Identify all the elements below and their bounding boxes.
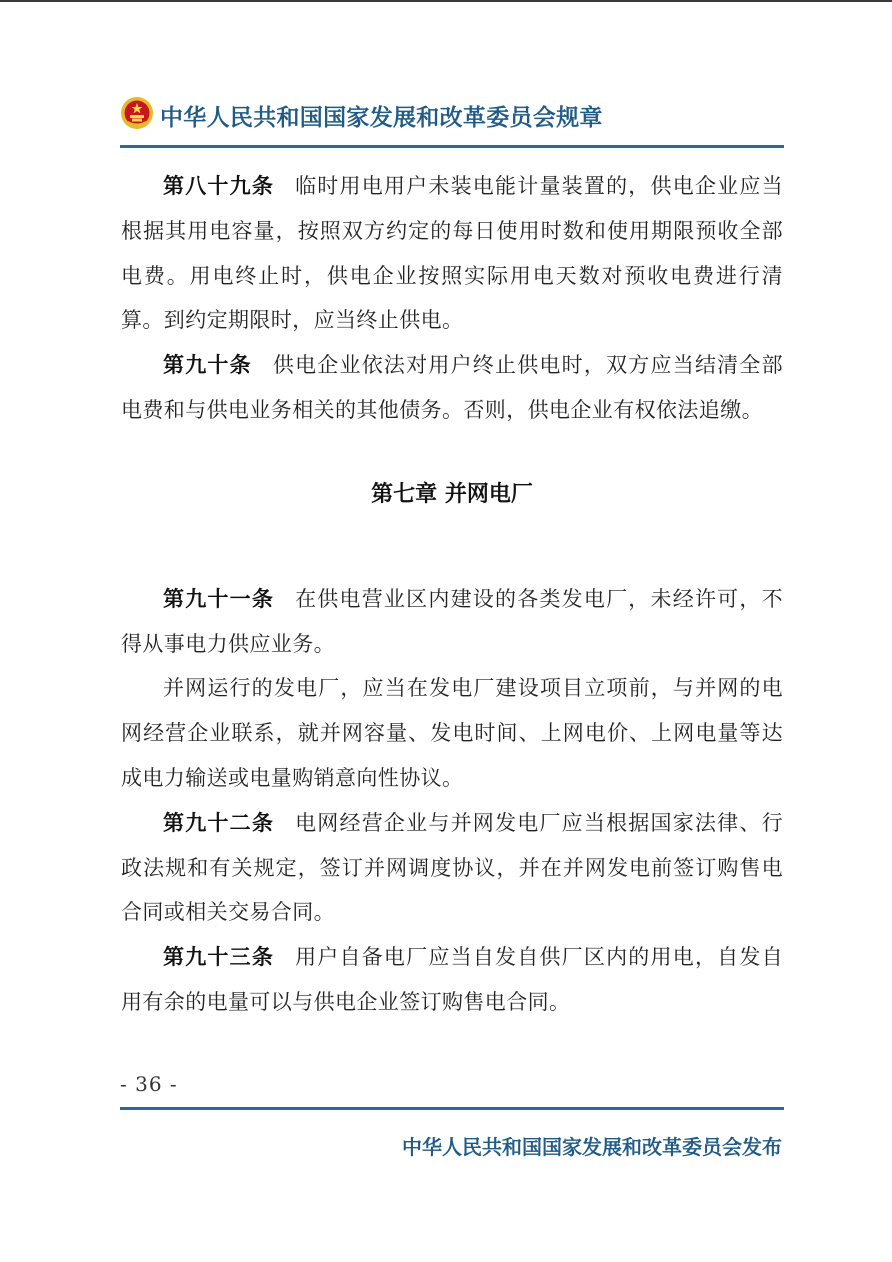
article-90	[121, 343, 783, 433]
chapter-heading: 第七章 并网电厂	[371, 481, 533, 507]
page-number: - 36 -	[120, 1072, 178, 1096]
footer-divider	[120, 1107, 784, 1110]
article-text: 并网运行的发电厂，应当在发电厂建设项目立项前，与并网的电网经营企业联系，就并网容量、发电时间、上网电价、上网电量等达成电力输送或电量购销意向性协议。	[121, 676, 783, 790]
article-label: 第九十条	[163, 353, 252, 378]
article-label: 第九十二条	[163, 810, 275, 835]
article-text: 在供电营业区内建设的各类发电厂，未经许可，不得从事电力供应业务。	[121, 586, 783, 656]
article-89	[121, 164, 783, 343]
article-label: 第九十一条	[163, 586, 275, 611]
article-91	[121, 577, 783, 667]
article-text: 供电企业依法对用户终止供电时，双方应当结清全部电费和与供电业务相关的其他债务。否则，供电企业有权依法追缴。	[121, 353, 783, 422]
top-edge-line	[0, 0, 892, 2]
article-text: 用户自备电厂应当自发自供厂区内的用电，自发自用有余的电量可以与供电企业签订购售电合同。	[121, 945, 783, 1014]
national-emblem-icon	[120, 96, 154, 130]
article-91-paragraph-2	[121, 666, 783, 800]
page-header	[120, 96, 784, 132]
footer-publisher: 中华人民共和国国家发展和改革委员会发布	[402, 1135, 782, 1159]
article-text: 临时用电用户未装电能计量装置的，供电企业应当根据其用电容量，按照双方约定的每日使用时数和使用期限预收全部电费。用电终止时，供电企业按照实际用电天数对预收电费进行清算。到约定期限时，应当终止供电。	[121, 174, 783, 333]
article-label: 第九十三条	[163, 945, 275, 970]
article-92	[121, 801, 783, 935]
header-title: 中华人民共和国国家发展和改革委员会规章	[160, 105, 603, 131]
document-body	[121, 164, 783, 1025]
article-text: 电网经营企业与并网发电厂应当根据国家法律、行政法规和有关规定，签订并网调度协议，并在并网发电前签订购售电合同或相关交易合同。	[121, 810, 783, 925]
article-label: 第八十九条	[163, 174, 275, 198]
header-divider	[120, 145, 784, 148]
article-93	[121, 935, 783, 1025]
